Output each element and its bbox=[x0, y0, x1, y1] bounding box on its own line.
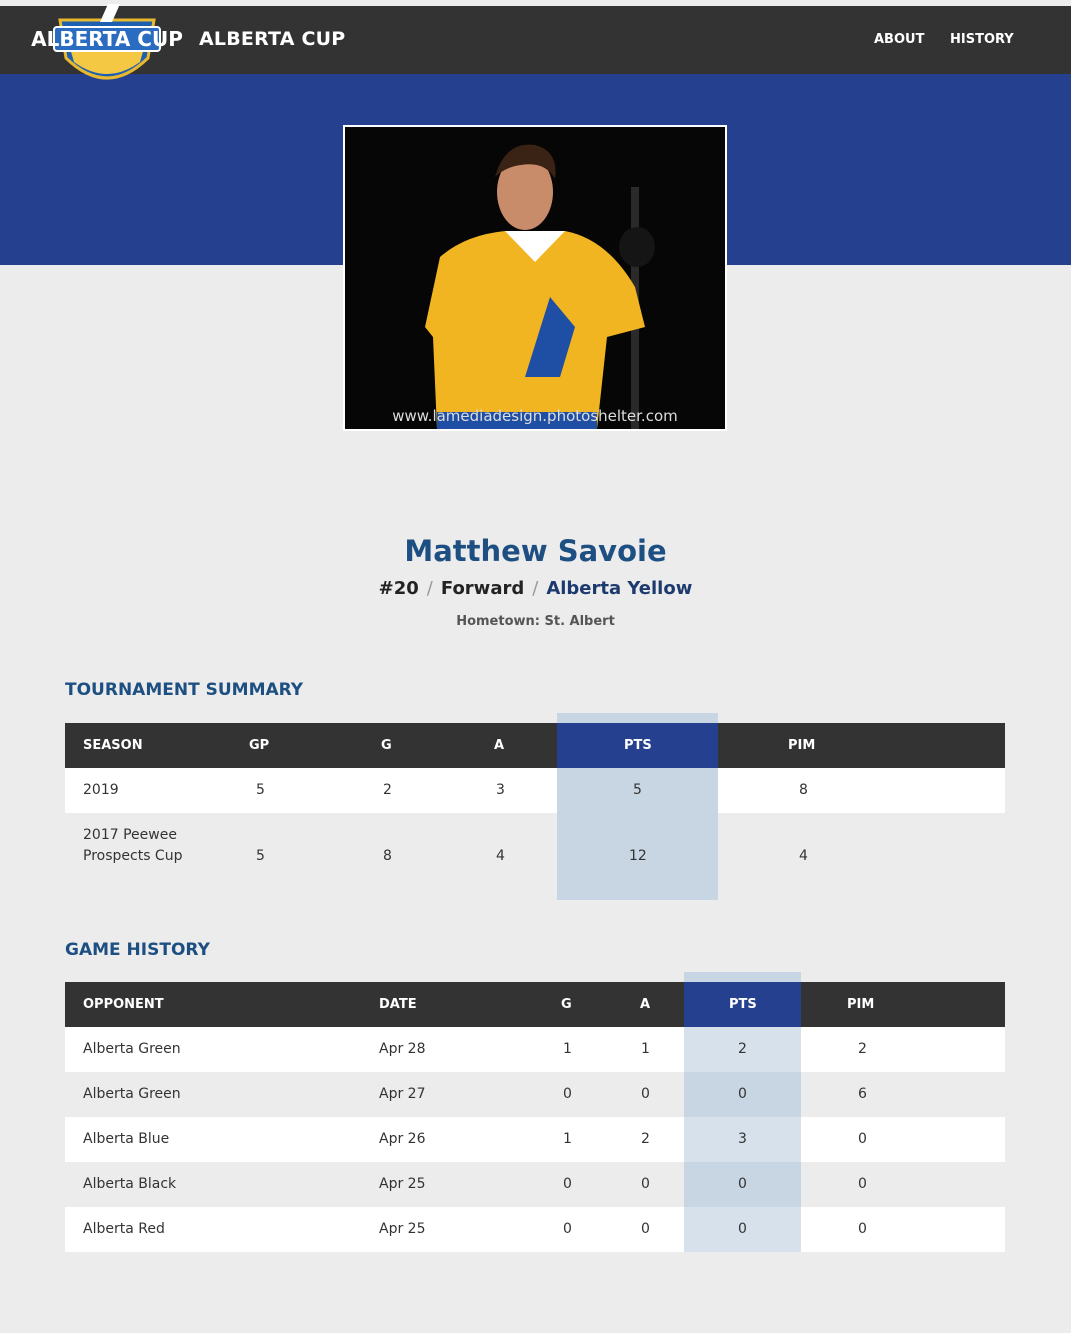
cell-date: Apr 25 bbox=[379, 1221, 426, 1237]
player-number: #20 bbox=[378, 578, 419, 599]
column-header-pim[interactable]: PIM bbox=[788, 738, 816, 753]
cell-opponent[interactable]: Alberta Black bbox=[83, 1176, 177, 1192]
separator: / bbox=[532, 578, 539, 599]
cell-a: 4 bbox=[496, 848, 505, 864]
table-header-row bbox=[65, 723, 1005, 768]
cell-opponent[interactable]: Alberta Green bbox=[83, 1086, 181, 1102]
player-photo-image bbox=[345, 127, 725, 429]
player-meta bbox=[0, 578, 1071, 599]
column-header-a[interactable]: A bbox=[640, 997, 651, 1012]
cell-pts: 0 bbox=[738, 1176, 747, 1192]
cell-a: 0 bbox=[641, 1176, 650, 1192]
svg-text:ALBERTA CUP: ALBERTA CUP bbox=[31, 27, 183, 51]
table-row bbox=[65, 1117, 1005, 1162]
column-header-pts[interactable]: PTS bbox=[729, 997, 757, 1012]
cell-a: 3 bbox=[496, 782, 505, 798]
cell-a: 1 bbox=[641, 1041, 650, 1057]
tournament-summary-table bbox=[65, 713, 1005, 900]
cell-pim: 0 bbox=[858, 1176, 867, 1192]
cell-a: 0 bbox=[641, 1086, 650, 1102]
column-header-a[interactable]: A bbox=[494, 738, 505, 753]
cell-pim: 0 bbox=[858, 1131, 867, 1147]
cell-pts: 5 bbox=[633, 782, 642, 798]
game-history-table bbox=[65, 972, 1005, 1252]
player-photo bbox=[343, 125, 727, 431]
separator: / bbox=[426, 578, 433, 599]
cell-pim: 6 bbox=[858, 1086, 867, 1102]
cell-pts: 0 bbox=[738, 1086, 747, 1102]
player-hometown: Hometown: St. Albert bbox=[456, 614, 615, 629]
cell-date: Apr 28 bbox=[379, 1041, 426, 1057]
cell-g: 2 bbox=[383, 782, 392, 798]
pts-highlight-top bbox=[557, 713, 718, 723]
cell-pts: 2 bbox=[738, 1041, 747, 1057]
cell-g: 1 bbox=[563, 1131, 572, 1147]
cell-pim: 2 bbox=[858, 1041, 867, 1057]
table-row bbox=[65, 1072, 1005, 1117]
cell-pim: 8 bbox=[799, 782, 808, 798]
cell-gp: 5 bbox=[256, 782, 265, 798]
cell-season: 2019 bbox=[83, 782, 119, 798]
table-row bbox=[65, 1027, 1005, 1072]
cell-gp: 5 bbox=[256, 848, 265, 864]
column-header-g[interactable]: G bbox=[381, 738, 392, 753]
table-row bbox=[65, 813, 1005, 900]
column-header-gp[interactable]: GP bbox=[249, 738, 270, 753]
column-header-opponent[interactable]: OPPONENT bbox=[83, 997, 164, 1012]
pts-highlight-top bbox=[684, 972, 801, 982]
cell-season: 2017 Peewee Prospects Cup bbox=[83, 827, 183, 864]
alberta-cup-logo[interactable] bbox=[31, 0, 183, 96]
table-header-row bbox=[65, 982, 1005, 1027]
cell-pts: 3 bbox=[738, 1131, 747, 1147]
cell-opponent[interactable]: Alberta Green bbox=[83, 1041, 181, 1057]
table-row bbox=[65, 768, 1005, 813]
cell-pim: 4 bbox=[799, 848, 808, 864]
table-row bbox=[65, 1207, 1005, 1252]
cell-opponent[interactable]: Alberta Blue bbox=[83, 1131, 170, 1147]
player-name: Matthew Savoie bbox=[404, 534, 667, 568]
column-header-g[interactable]: G bbox=[561, 997, 572, 1012]
cell-date: Apr 26 bbox=[379, 1131, 426, 1147]
cell-g: 0 bbox=[563, 1086, 572, 1102]
nav-about-link[interactable]: ABOUT bbox=[874, 32, 925, 47]
cell-g: 8 bbox=[383, 848, 392, 864]
svg-text:www.lamediadesign.photoshelter: www.lamediadesign.photoshelter.com bbox=[392, 407, 678, 425]
cell-a: 2 bbox=[641, 1131, 650, 1147]
tournament-summary-title: TOURNAMENT SUMMARY bbox=[65, 680, 304, 700]
cell-pim: 0 bbox=[858, 1221, 867, 1237]
cell-g: 1 bbox=[563, 1041, 572, 1057]
column-header-date[interactable]: DATE bbox=[379, 997, 417, 1012]
site-title[interactable]: ALBERTA CUP bbox=[199, 28, 346, 50]
game-history-title: GAME HISTORY bbox=[65, 940, 210, 960]
player-team-link[interactable]: Alberta Yellow bbox=[546, 578, 693, 599]
cell-a: 0 bbox=[641, 1221, 650, 1237]
cell-pts: 0 bbox=[738, 1221, 747, 1237]
player-position: Forward bbox=[440, 578, 525, 599]
cell-opponent[interactable]: Alberta Red bbox=[83, 1221, 165, 1237]
cell-date: Apr 25 bbox=[379, 1176, 426, 1192]
cell-g: 0 bbox=[563, 1176, 572, 1192]
cell-pts: 12 bbox=[629, 848, 647, 864]
nav-history-link[interactable]: HISTORY bbox=[950, 32, 1014, 47]
column-header-pts[interactable]: PTS bbox=[624, 738, 652, 753]
cell-date: Apr 27 bbox=[379, 1086, 426, 1102]
column-header-season[interactable]: SEASON bbox=[83, 738, 143, 753]
table-row bbox=[65, 1162, 1005, 1207]
column-header-pim[interactable]: PIM bbox=[847, 997, 875, 1012]
cell-g: 0 bbox=[563, 1221, 572, 1237]
